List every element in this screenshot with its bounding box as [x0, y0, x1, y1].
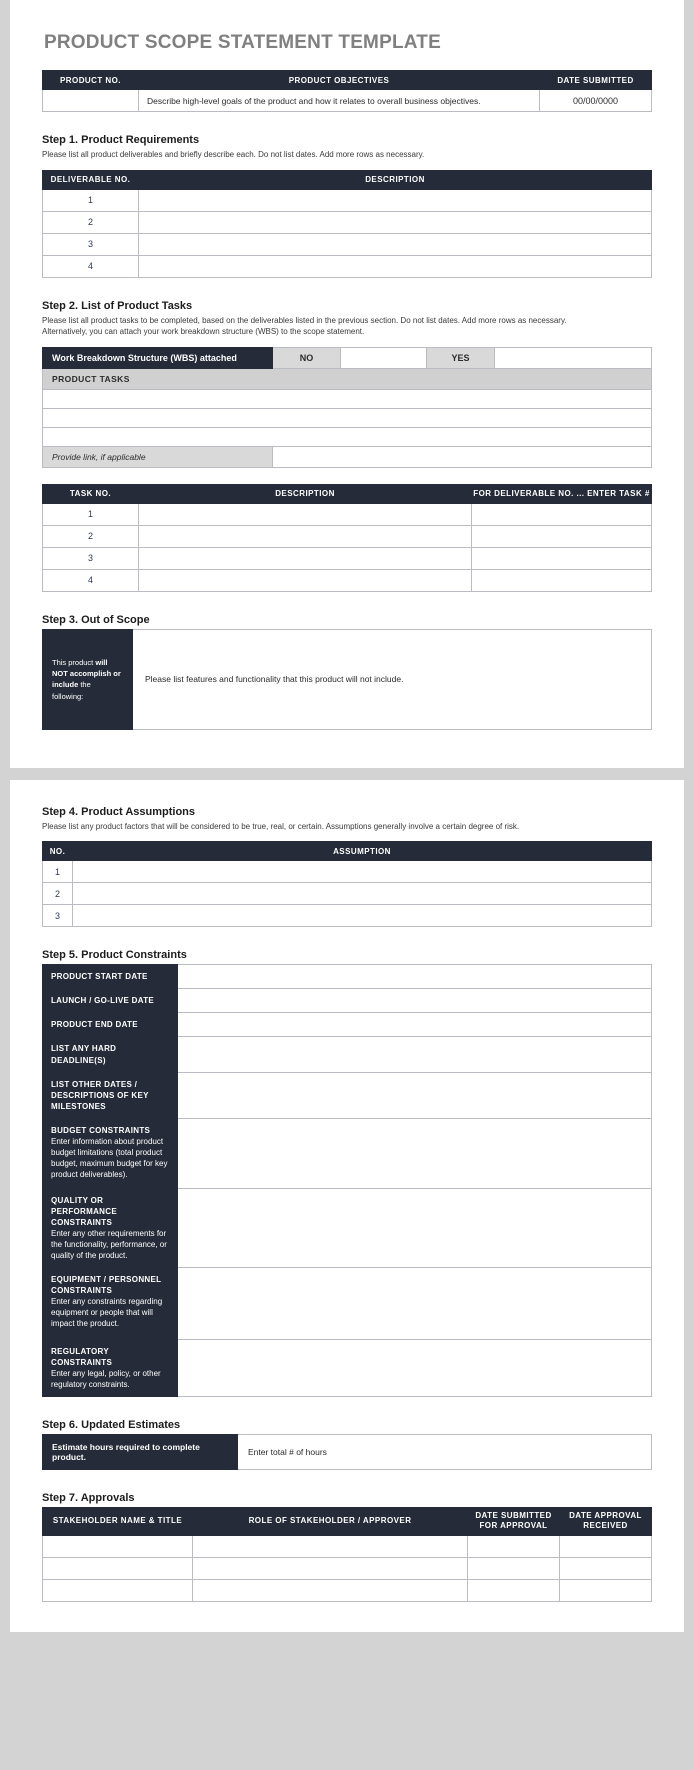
assumption-no-3: 3	[43, 905, 73, 927]
table-row	[43, 1434, 652, 1469]
column-header-for-deliverable-no: FOR DELIVERABLE NO. ... ENTER TASK #	[472, 484, 652, 503]
table-row	[43, 1072, 652, 1118]
column-header-date-submitted-approval: DATE SUBMITTED FOR APPROVAL	[468, 1507, 560, 1535]
step4-heading: Step 4. Product Assumptions	[42, 805, 196, 818]
approvals-table	[42, 1507, 652, 1602]
constraint-desc: Enter information about product budget limitations (total product budget, maximum budget for key product deliverables).	[51, 1136, 168, 1179]
constraint-title: EQUIPMENT / PERSONNEL CONSTRAINTS	[51, 1274, 162, 1295]
column-header-stakeholder-name: STAKEHOLDER NAME & TITLE	[43, 1507, 193, 1535]
product-no-field[interactable]	[43, 90, 139, 112]
table-row	[43, 408, 652, 427]
constraint-value-budget[interactable]	[178, 1118, 652, 1188]
approval-date-received-3[interactable]	[560, 1579, 652, 1601]
product-tasks-bar-row	[43, 368, 652, 389]
constraint-desc: Enter any constraints regarding equipment or people that will impact the product.	[51, 1296, 163, 1328]
approval-name-1[interactable]	[43, 1535, 193, 1557]
deliverable-no-4: 4	[43, 255, 139, 277]
table-row	[43, 427, 652, 446]
deliverable-no-2: 2	[43, 211, 139, 233]
table-row	[43, 861, 652, 883]
task-deliverable-4[interactable]	[472, 569, 652, 591]
column-header-date-submitted: DATE SUBMITTED	[540, 71, 652, 90]
estimate-hours-input[interactable]: Enter total # of hours	[238, 1434, 652, 1469]
date-submitted-field[interactable]: 00/00/0000	[540, 90, 652, 112]
task-deliverable-2[interactable]	[472, 525, 652, 547]
constraint-value-equipment[interactable]	[178, 1267, 652, 1339]
constraint-title: REGULATORY CONSTRAINTS	[51, 1346, 113, 1367]
out-of-scope-table	[42, 629, 652, 730]
constraint-label-regulatory	[43, 1339, 178, 1396]
constraint-title: PRODUCT END DATE	[51, 1020, 138, 1030]
constraint-value-product-end-date[interactable]	[178, 1013, 652, 1037]
assumption-input-3[interactable]	[73, 905, 652, 927]
step1-heading: Step 1. Product Requirements	[42, 134, 200, 146]
deliverable-description-3[interactable]	[139, 233, 652, 255]
table-row	[43, 905, 652, 927]
table-row	[43, 389, 652, 408]
product-task-input-3[interactable]	[43, 427, 652, 446]
task-deliverable-3[interactable]	[472, 547, 652, 569]
task-no-4: 4	[43, 569, 139, 591]
task-no-3: 3	[43, 547, 139, 569]
out-of-scope-label-part2: the following:	[52, 680, 91, 701]
assumption-input-1[interactable]	[73, 861, 652, 883]
column-header-description: DESCRIPTION	[139, 170, 652, 189]
document-page-1	[10, 0, 684, 768]
deliverable-description-1[interactable]	[139, 189, 652, 211]
product-overview-table-wrap	[42, 70, 652, 112]
table-row	[43, 989, 652, 1013]
step6-heading: Step 6. Updated Estimates	[42, 1418, 181, 1431]
approval-name-2[interactable]	[43, 1557, 193, 1579]
table-row	[43, 189, 652, 211]
wbs-no-checkbox[interactable]	[341, 347, 427, 368]
column-header-assumption: ASSUMPTION	[73, 842, 652, 861]
assumption-no-2: 2	[43, 883, 73, 905]
assumption-no-1: 1	[43, 861, 73, 883]
out-of-scope-input[interactable]: Please list features and functionality that this product will not include.	[133, 629, 652, 729]
constraint-value-launch-date[interactable]	[178, 989, 652, 1013]
product-task-input-2[interactable]	[43, 408, 652, 427]
approval-date-submitted-2[interactable]	[468, 1557, 560, 1579]
estimates-table	[42, 1434, 652, 1470]
constraint-label-quality	[43, 1188, 178, 1267]
table-row	[43, 90, 652, 112]
constraints-table	[42, 964, 652, 1397]
product-task-input-1[interactable]	[43, 389, 652, 408]
constraint-value-quality[interactable]	[178, 1188, 652, 1267]
step7-heading: Step 7. Approvals	[42, 1491, 135, 1504]
constraint-title: LIST ANY HARD DEADLINE(S)	[51, 1044, 117, 1065]
provide-link-row	[43, 446, 652, 467]
task-no-2: 2	[43, 525, 139, 547]
step2-heading: Step 2. List of Product Tasks	[42, 299, 193, 312]
wbs-attached-row	[43, 347, 652, 368]
constraints-body	[43, 965, 652, 1397]
table-row	[43, 211, 652, 233]
table-row	[43, 233, 652, 255]
task-deliverable-1[interactable]	[472, 503, 652, 525]
table-header-row	[43, 1507, 652, 1535]
constraint-label-product-start-date	[43, 965, 178, 989]
out-of-scope-label	[43, 629, 133, 729]
constraint-value-other-dates[interactable]	[178, 1072, 652, 1118]
approval-role-1[interactable]	[193, 1535, 468, 1557]
column-header-date-approval-received: DATE APPROVAL RECEIVED	[560, 1507, 652, 1535]
wbs-yes-label: YES	[427, 347, 495, 368]
constraint-value-product-start-date[interactable]	[178, 965, 652, 989]
table-row	[43, 525, 652, 547]
table-row	[43, 1579, 652, 1601]
out-of-scope-label-part1: This product	[52, 657, 96, 667]
constraint-label-equipment	[43, 1267, 178, 1339]
provide-link-label: Provide link, if applicable	[43, 446, 273, 467]
table-header-row	[43, 71, 652, 90]
constraint-title: PRODUCT START DATE	[51, 972, 148, 982]
constraint-value-hard-deadlines[interactable]	[178, 1037, 652, 1072]
task-description-3[interactable]	[139, 547, 472, 569]
product-tasks-bar-label: PRODUCT TASKS	[43, 368, 652, 389]
constraint-title: LIST OTHER DATES / DESCRIPTIONS OF KEY MILESTONES	[51, 1079, 149, 1111]
constraint-label-launch-date	[43, 989, 178, 1013]
step5-heading: Step 5. Product Constraints	[42, 949, 187, 962]
table-row	[43, 255, 652, 277]
table-row	[43, 1118, 652, 1188]
constraint-label-budget	[43, 1118, 178, 1188]
column-header-deliverable-no: DELIVERABLE NO.	[43, 170, 139, 189]
wbs-yes-checkbox[interactable]	[495, 347, 652, 368]
assumptions-table	[42, 841, 652, 927]
column-header-product-objectives: PRODUCT OBJECTIVES	[139, 71, 540, 90]
task-description-4[interactable]	[139, 569, 472, 591]
constraint-label-product-end-date	[43, 1013, 178, 1037]
wbs-attached-label: Work Breakdown Structure (WBS) attached	[43, 347, 273, 368]
constraint-title: QUALITY OR PERFORMANCE CONSTRAINTS	[51, 1195, 117, 1227]
provide-link-input[interactable]	[273, 446, 652, 467]
constraint-desc: Enter any legal, policy, or other regulatory constraints.	[51, 1368, 161, 1389]
table-row	[43, 965, 652, 989]
table-row	[43, 883, 652, 905]
step1-subtext: Please list all product deliverables and briefly describe each. Do not list dates. Add more rows as necessary.	[42, 150, 425, 159]
table-row	[43, 1557, 652, 1579]
approval-date-submitted-1[interactable]	[468, 1535, 560, 1557]
out-of-scope-label-emphasis: will NOT accomplish or include	[52, 657, 121, 690]
approval-date-received-2[interactable]	[560, 1557, 652, 1579]
table-row	[43, 1535, 652, 1557]
table-row	[43, 547, 652, 569]
table-row	[43, 629, 652, 729]
task-description-1[interactable]	[139, 503, 472, 525]
task-no-1: 1	[43, 503, 139, 525]
deliverable-no-3: 3	[43, 233, 139, 255]
approval-role-3[interactable]	[193, 1579, 468, 1601]
page-separator	[0, 768, 694, 780]
deliverable-no-1: 1	[43, 189, 139, 211]
constraint-label-other-dates	[43, 1072, 178, 1118]
estimate-hours-label: Estimate hours required to complete product.	[43, 1434, 238, 1469]
column-header-product-no: PRODUCT NO.	[43, 71, 139, 90]
constraint-label-hard-deadlines	[43, 1037, 178, 1072]
column-header-task-no: TASK NO.	[43, 484, 139, 503]
table-row	[43, 1037, 652, 1072]
constraint-desc: Enter any other requirements for the functionality, performance, or quality of the product.	[51, 1228, 167, 1260]
step3-heading: Step 3. Out of Scope	[42, 613, 150, 626]
column-header-role: ROLE OF STAKEHOLDER / APPROVER	[193, 1507, 468, 1535]
wbs-table	[42, 347, 652, 468]
table-header-row	[43, 842, 652, 861]
table-row	[43, 503, 652, 525]
deliverables-table	[42, 170, 652, 278]
constraint-title: BUDGET CONSTRAINTS	[51, 1125, 151, 1135]
table-header-row	[43, 170, 652, 189]
column-header-assumption-no: NO.	[43, 842, 73, 861]
table-row	[43, 569, 652, 591]
column-header-task-description: DESCRIPTION	[139, 484, 472, 503]
product-overview-table	[42, 70, 652, 112]
table-header-row	[43, 484, 652, 503]
constraint-value-regulatory[interactable]	[178, 1339, 652, 1396]
task-description-2[interactable]	[139, 525, 472, 547]
table-row	[43, 1188, 652, 1267]
product-tasks-table	[42, 484, 652, 592]
table-row	[43, 1267, 652, 1339]
page-title: PRODUCT SCOPE STATEMENT TEMPLATE	[44, 32, 441, 53]
deliverable-description-4[interactable]	[139, 255, 652, 277]
approval-role-2[interactable]	[193, 1557, 468, 1579]
constraint-title: LAUNCH / GO-LIVE DATE	[51, 996, 155, 1006]
deliverable-description-2[interactable]	[139, 211, 652, 233]
approval-date-submitted-3[interactable]	[468, 1579, 560, 1601]
product-objectives-field[interactable]: Describe high-level goals of the product and how it relates to overall business objectives.	[139, 90, 540, 112]
step4-subtext: Please list any product factors that will be considered to be true, real, or certain. Assumptions generally involve a certain degree of risk.	[42, 821, 520, 831]
assumption-input-2[interactable]	[73, 883, 652, 905]
step2-subtext: Please list all product tasks to be completed, based on the deliverables listed in the previous section. Do not list dates. Add more rows as necessary. Alternatively, you can attach your work breakdown structure (WBS) to the scope statement.	[42, 315, 567, 337]
document-page-2	[10, 780, 684, 1632]
approval-name-3[interactable]	[43, 1579, 193, 1601]
wbs-no-label: NO	[273, 347, 341, 368]
approval-date-received-1[interactable]	[560, 1535, 652, 1557]
table-row	[43, 1339, 652, 1396]
table-row	[43, 1013, 652, 1037]
